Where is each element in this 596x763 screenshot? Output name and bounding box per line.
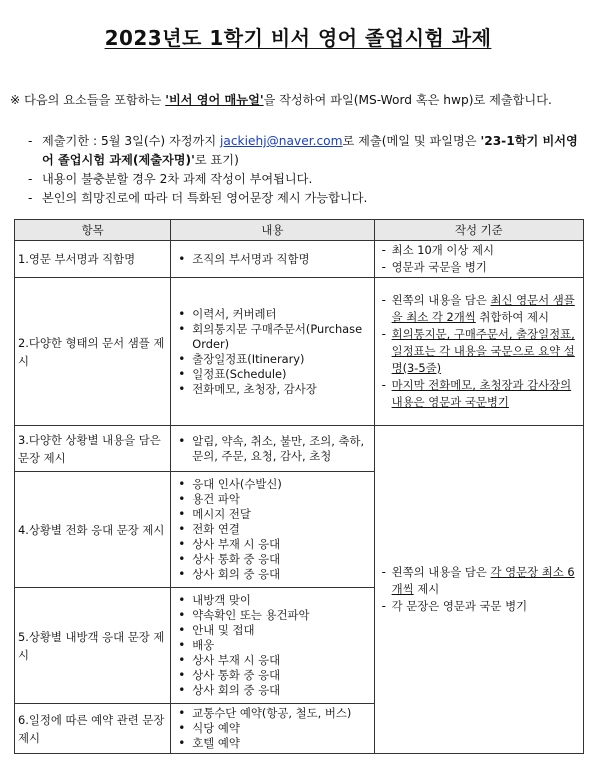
criteria-underlined: 각 영문장 최소 6개씩 <box>391 565 575 596</box>
table-row <box>15 278 584 426</box>
content-item: • 용건 파악 <box>178 492 370 507</box>
content-item: • 알림, 약속, 취소, 불만, 조의, 축하, 문의, 주문, 요청, 감사, 초청 <box>178 434 370 464</box>
row-item: 5.상황별 내방객 응대 문장 제시 <box>15 588 171 704</box>
shared-criteria <box>374 426 583 754</box>
intro-prefix: ※ 다음의 요소들을 포함하는 <box>10 93 166 107</box>
instruction-list <box>26 132 588 208</box>
row-item: 6.일정에 따른 예약 관련 문장 제시 <box>15 704 171 754</box>
criteria-post: 취합하여 제시 <box>475 310 550 324</box>
row-contents <box>171 704 374 754</box>
content-item: • 출장일정표(Itinerary) <box>178 352 370 367</box>
row-criteria <box>374 278 583 426</box>
page-title: 2023년도 1학기 비서 영어 졸업시험 과제 <box>104 26 492 50</box>
content-item: • 이력서, 커버레터 <box>178 307 370 322</box>
criteria-pre: 왼쪽의 내용을 담은 <box>391 565 491 579</box>
intro-highlight: '비서 영어 매뉴얼' <box>165 93 264 107</box>
deadline-prefix: 제출기한 : 5월 3일(수) 자정까지 <box>42 134 220 148</box>
content-item: • 상사 회의 중 응대 <box>178 683 370 698</box>
instruction-deadline <box>26 132 588 170</box>
criteria-item <box>382 598 580 615</box>
content-item: • 상사 부재 시 응대 <box>178 537 370 552</box>
content-item: • 응대 인사(수발신) <box>178 477 370 492</box>
table-row <box>15 241 584 278</box>
row-contents <box>171 278 374 426</box>
content-item: • 약속확인 또는 용건파악 <box>178 608 370 623</box>
table-row <box>15 426 584 472</box>
content-item: • 교통수단 예약(항공, 철도, 버스) <box>178 706 370 721</box>
row-contents <box>171 241 374 278</box>
row-contents <box>171 472 374 588</box>
content-item: • 배웅 <box>178 638 370 653</box>
row-item: 1.영문 부서명과 직함명 <box>15 241 171 278</box>
content-item: • 조직의 부서명과 직함명 <box>178 252 370 267</box>
email-link[interactable]: jackiehj@naver.com <box>220 134 343 148</box>
criteria-item <box>382 564 580 598</box>
intro-suffix: 을 작성하여 파일(MS-Word 혹은 hwp)로 제출합니다. <box>263 93 552 107</box>
requirements-table <box>14 219 584 754</box>
instruction-specialization: - 본인의 희망진로에 따라 더 특화된 영어문장 제시 가능합니다. <box>26 189 588 208</box>
criteria-pre: 왼쪽의 내용을 담은 <box>391 293 491 307</box>
header-criteria: 작성 기준 <box>374 220 583 241</box>
row-item: 3.다양한 상황별 내용을 담은 문장 제시 <box>15 426 171 472</box>
intro-paragraph <box>10 90 586 110</box>
content-item: • 식당 예약 <box>178 721 370 736</box>
row-item: 2.다양한 형태의 문서 샘플 제시 <box>15 278 171 426</box>
content-item: • 전화메모, 초청장, 감사장 <box>178 382 370 397</box>
content-item: • 상사 통화 중 응대 <box>178 552 370 567</box>
row-contents <box>171 426 374 472</box>
content-item: • 상사 통화 중 응대 <box>178 668 370 683</box>
content-item: • 상사 부재 시 응대 <box>178 653 370 668</box>
content-item: • 전화 연결 <box>178 522 370 537</box>
deadline-end: 로 표기) <box>194 153 239 167</box>
criteria-pre: 각 문장은 영문과 국문 병기 <box>391 599 528 613</box>
row-item: 4.상황별 전화 응대 문장 제시 <box>15 472 171 588</box>
filename-format: '23-1학기 비서영어 졸업시험 과제(제출자명)' <box>42 134 578 167</box>
criteria-post: 제시 <box>413 582 440 596</box>
deadline-mid: 로 제출(메일 및 파일명은 <box>342 134 481 148</box>
criteria-underlined: 회의통지문, 구매주문서, 출장일정표, 일정표는 각 내용을 국문으로 요약 설명(3-5줄) <box>391 327 575 375</box>
header-item: 항목 <box>15 220 171 241</box>
criteria-item <box>382 326 580 377</box>
criteria-item: - 영문과 국문을 병기 <box>382 259 580 276</box>
content-item: • 안내 및 접대 <box>178 623 370 638</box>
row-contents <box>171 588 374 704</box>
criteria-item <box>382 292 580 326</box>
table-header-row <box>15 220 584 241</box>
row-criteria <box>374 241 583 278</box>
content-item: • 일정표(Schedule) <box>178 367 370 382</box>
content-item: • 회의통지문 구매주문서(Purchase Order) <box>178 322 370 352</box>
content-item: • 메시지 전달 <box>178 507 370 522</box>
criteria-item: - 최소 10개 이상 제시 <box>382 242 580 259</box>
criteria-underlined: 마지막 전화메모, 초청장과 감사장의 내용은 영문과 국문병기 <box>391 378 572 409</box>
criteria-underlined: 최신 영문서 샘플을 최소 각 2개씩 <box>391 293 575 324</box>
criteria-item <box>382 377 580 411</box>
content-item: • 상사 회의 중 응대 <box>178 567 370 582</box>
content-item: • 호텔 예약 <box>178 736 370 751</box>
header-content: 내용 <box>171 220 374 241</box>
instruction-resubmission: - 내용이 불충분할 경우 2차 과제 작성이 부여됩니다. <box>26 170 588 189</box>
content-item: • 내방객 맞이 <box>178 593 370 608</box>
